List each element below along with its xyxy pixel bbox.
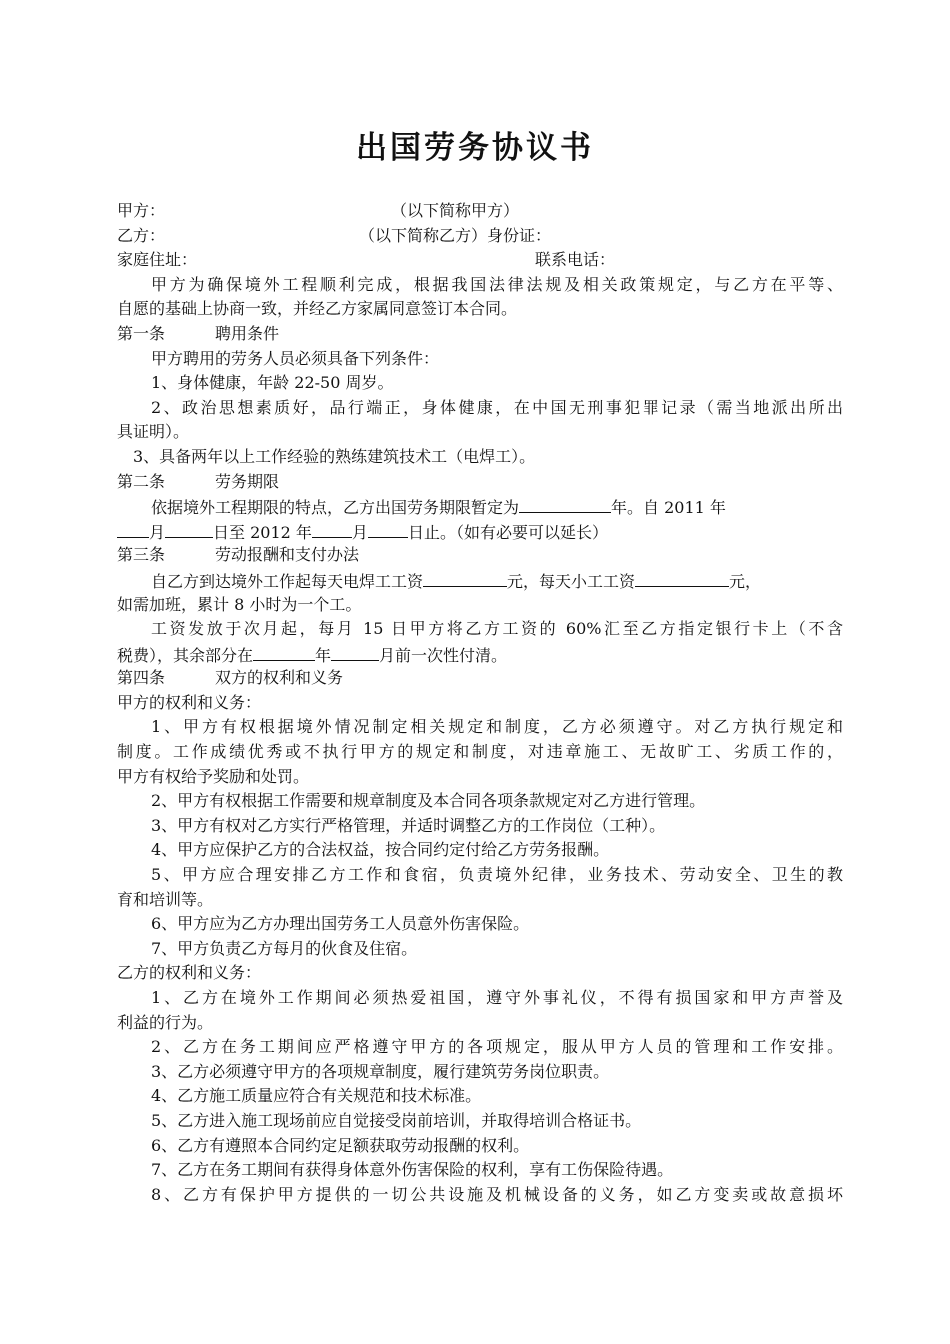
article-2-line: 月 日至 2012 年 月 日止。（如有必要可以延长） — [117, 519, 843, 544]
blank-field[interactable] — [312, 519, 352, 538]
article-4-line: 1、乙方在境外工作期间必须热爱祖国，遵守外事礼仪，不得有损国家和甲方声誉及 — [151, 988, 843, 1007]
blank-field[interactable] — [253, 642, 315, 661]
article-4-line: 5、乙方进入施工现场前应自觉接受岗前培训，并取得培训合格证书。 — [151, 1110, 642, 1130]
blank-field[interactable] — [117, 519, 149, 538]
article-3-line: 自乙方到达境外工作起每天电焊工工资 元，每天小工工资 元， — [117, 568, 843, 593]
article-3-line: 税费），其余部分在 年 月前一次性付清。 — [117, 642, 843, 667]
article-4-heading: 第四条 双方的权利和义务 — [117, 668, 344, 688]
article-3-heading: 第三条 劳动报酬和支付办法 — [117, 545, 360, 565]
article-4-line: 4、甲方应保护乙方的合法权益，按合同约定付给乙方劳务报酬。 — [151, 840, 610, 860]
article-1-line: 具证明）。 — [117, 422, 190, 442]
article-3-line: 如需加班，累计 8 小时为一个工。 — [117, 594, 362, 614]
article-1-line: 3、具备两年以上工作经验的熟练建筑技术工（电焊工）。 — [133, 446, 536, 466]
address-label: 家庭住址： — [117, 250, 198, 270]
article-4-line: 1、甲方有权根据境外情况制定相关规定和制度，乙方必须遵守。对乙方执行规定和 — [151, 717, 843, 737]
article-1-line: 1、身体健康，年龄 22-50 周岁。 — [151, 373, 394, 393]
address-line — [117, 248, 843, 273]
blank-field[interactable] — [635, 568, 729, 587]
article-4-line: 3、甲方有权对乙方实行严格管理，并适时调整乙方的工作岗位（工种）。 — [151, 815, 666, 835]
intro-line-2: 自愿的基础上协商一致，并经乙方家属同意签订本合同。 — [117, 299, 518, 319]
article-2-heading: 第二条 劳务期限 — [117, 471, 280, 491]
blank-field[interactable] — [368, 519, 408, 538]
article-1-line: 甲方聘用的劳务人员必须具备下列条件： — [151, 348, 440, 368]
blank-field[interactable] — [331, 642, 379, 661]
article-4-line: 7、乙方在务工期间有获得身体意外伤害保险的权利，享有工伤保险待遇。 — [151, 1160, 674, 1180]
blank-field[interactable] — [165, 519, 213, 538]
article-2-line: 依据境外工程期限的特点，乙方出国劳务期限暂定为 年。自 2011 年 — [117, 494, 843, 519]
party-b-note: （以下简称乙方）身份证： — [359, 225, 552, 245]
blank-field[interactable] — [423, 568, 507, 587]
article-4-line: 6、乙方有遵照本合同约定足额获取劳动报酬的权利。 — [151, 1135, 530, 1155]
article-1-heading: 第一条 聘用条件 — [117, 323, 280, 343]
article-4-line: 3、乙方必须遵守甲方的各项规章制度，履行建筑劳务岗位职责。 — [151, 1061, 610, 1081]
article-4-line: 制度。工作成绩优秀或不执行甲方的规定和制度，对违章施工、无故旷工、劣质工作的， — [117, 742, 843, 762]
article-4-line: 8、乙方有保护甲方提供的一切公共设施及机械设备的义务，如乙方变卖或故意损坏 — [151, 1184, 843, 1204]
article-4-line: 5、甲方应合理安排乙方工作和食宿，负责境外纪律，业务技术、劳动安全、卫生的教 — [151, 865, 843, 885]
blank-field[interactable] — [519, 494, 611, 513]
article-3-line: 工资发放于次月起，每月 15 日甲方将乙方工资的 60%汇至乙方指定银行卡上（不含 — [151, 619, 843, 639]
article-4-line: 利益的行为。 — [117, 1012, 214, 1032]
article-4-line: 2、乙方在务工期间应严格遵守甲方的各项规定，服从甲方人员的管理和工作安排。 — [151, 1037, 843, 1057]
party-a-rights-heading: 甲方的权利和义务： — [117, 692, 262, 712]
article-4-line: 4、乙方施工质量应符合有关规范和技术标准。 — [151, 1086, 482, 1106]
article-4-line: 甲方有权给予奖励和处罚。 — [117, 766, 310, 786]
article-4-line: 育和培训等。 — [117, 889, 214, 909]
article-4-line: 6、甲方应为乙方办理出国劳务工人员意外伤害保险。 — [151, 914, 530, 934]
intro-line-1: 甲方为确保境外工程顺利完成，根据我国法律法规及相关政策规定，与乙方在平等、 — [151, 274, 843, 294]
party-b-label: 乙方： — [117, 225, 166, 245]
contract-body — [117, 199, 843, 1207]
article-4-line: 7、甲方负责乙方每月的伙食及住宿。 — [151, 938, 418, 958]
party-a-label: 甲方： — [117, 201, 166, 220]
document-title: 出国劳务协议书 — [356, 130, 594, 166]
party-a-line — [117, 199, 843, 224]
party-a-note: （以下简称甲方） — [391, 201, 520, 220]
party-b-rights-heading: 乙方的权利和义务： — [117, 963, 262, 983]
article-1-line: 2、政治思想素质好，品行端正，身体健康，在中国无刑事犯罪记录（需当地派出所出 — [151, 397, 843, 417]
article-4-line: 2、甲方有权根据工作需要和规章制度及本合同各项条款规定对乙方进行管理。 — [151, 791, 706, 811]
phone-label: 联系电话： — [535, 250, 616, 270]
party-b-line — [117, 224, 843, 249]
